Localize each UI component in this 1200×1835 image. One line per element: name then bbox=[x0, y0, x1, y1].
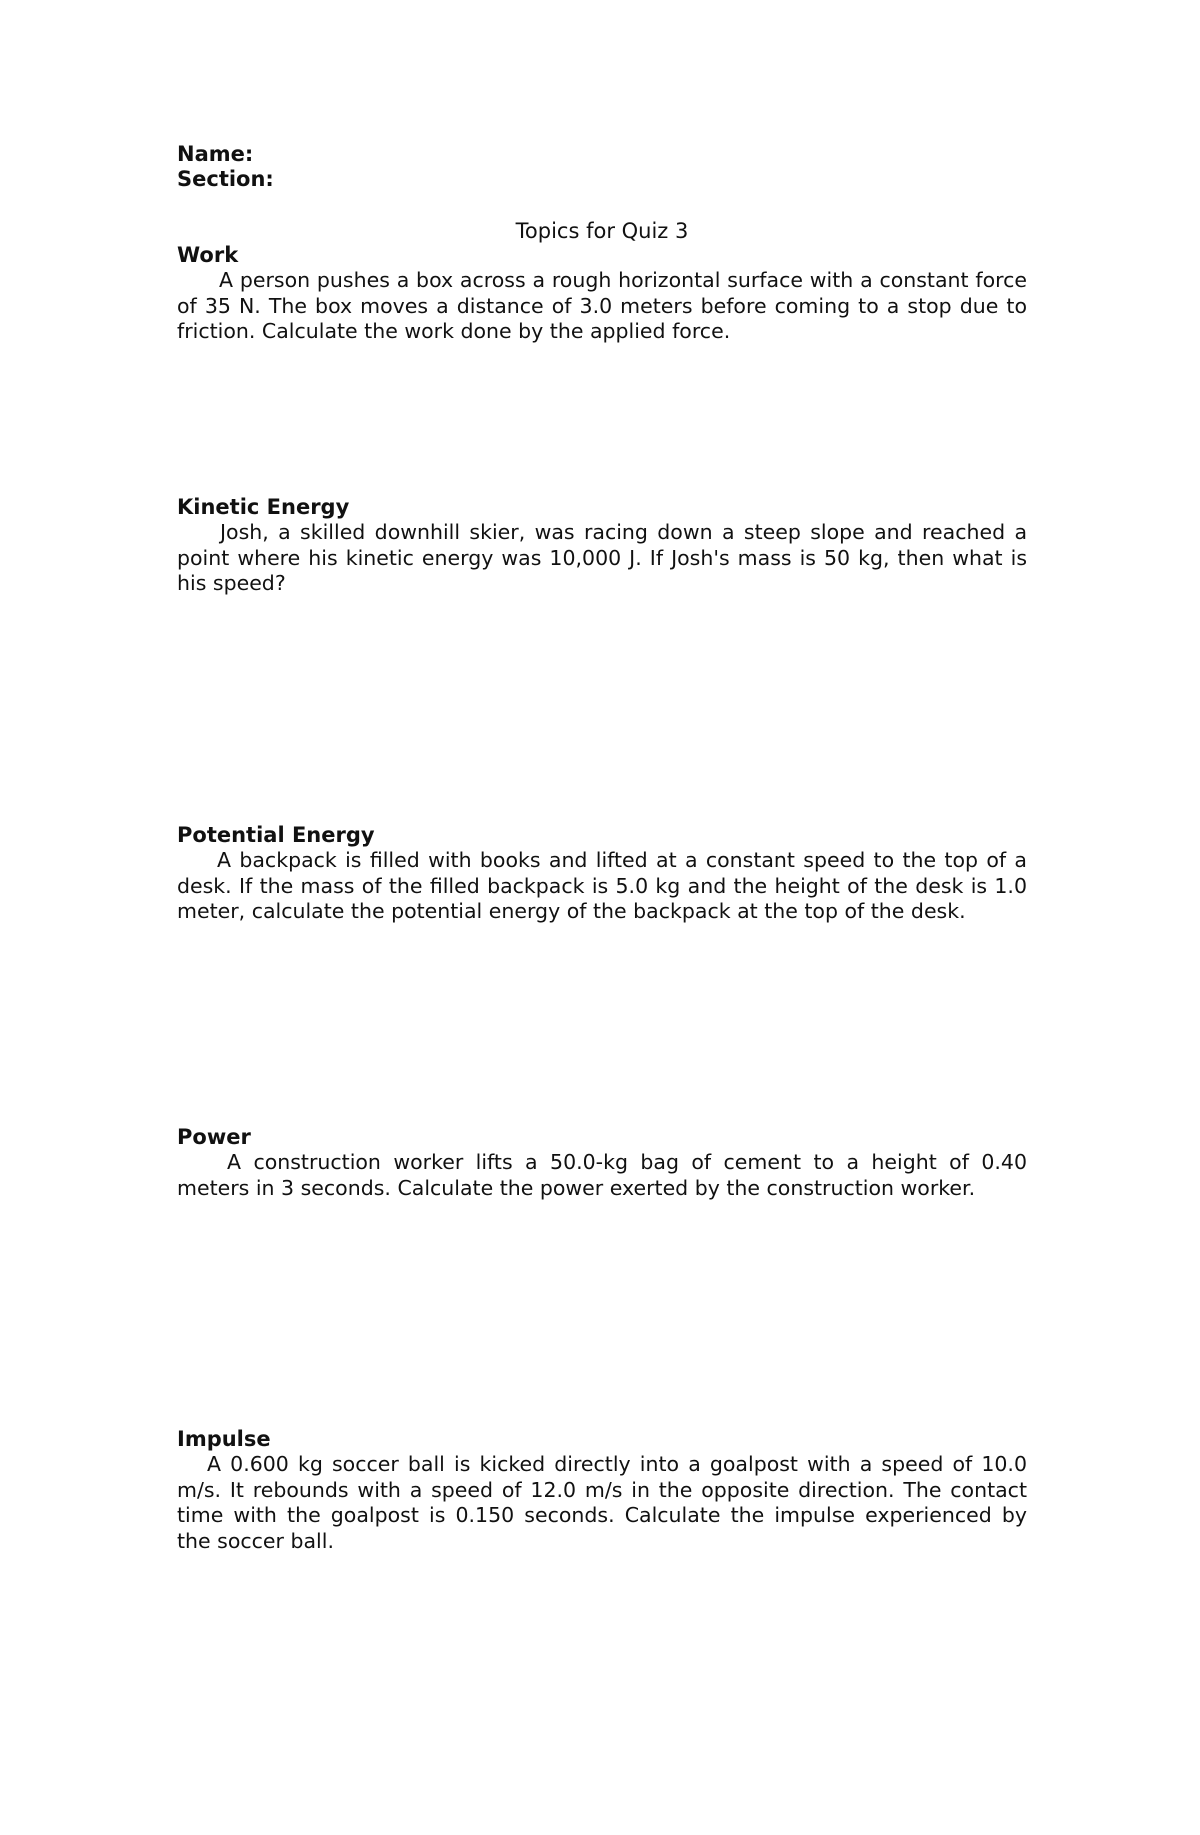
topic-question: A backpack is filled with books and lifted at a constant speed to the top of a desk. If the mass of the filled backpack is 5.0 kg and the height of the desk is 1.0 meter, calculate the potential energy of the backpack at the top of the desk. bbox=[177, 848, 1027, 923]
name-label: Name: bbox=[177, 142, 254, 166]
section-label: Section: bbox=[177, 167, 274, 191]
page-title: Topics for Quiz 3 bbox=[515, 219, 689, 243]
topic-heading: Work bbox=[177, 243, 239, 267]
topic-heading: Power bbox=[177, 1125, 251, 1149]
topic-question: A 0.600 kg soccer ball is kicked directly into a goalpost with a speed of 10.0 m/s. It rebounds with a speed of 12.0 m/s in the opposite direction. The contact time with the goalpost is 0.150 seconds. Calculate the impulse experienced by the soccer ball. bbox=[177, 1452, 1027, 1553]
topic-kinetic-energy bbox=[177, 494, 1027, 597]
topic-impulse bbox=[177, 1426, 1027, 1554]
topic-potential-energy bbox=[177, 822, 1027, 925]
topic-heading: Potential Energy bbox=[177, 823, 375, 847]
topic-question: A person pushes a box across a rough horizontal surface with a constant force of 35 N. The box moves a distance of 3.0 meters before coming to a stop due to friction. Calculate the work done by the applied force. bbox=[177, 268, 1027, 343]
topic-question: Josh, a skilled downhill skier, was racing down a steep slope and reached a point where his kinetic energy was 10,000 J. If Josh's mass is 50 kg, then what is his speed? bbox=[177, 520, 1027, 595]
topic-heading: Impulse bbox=[177, 1427, 271, 1451]
topic-work bbox=[177, 242, 1027, 345]
topic-question: A construction worker lifts a 50.0-kg bag of cement to a height of 0.40 meters in 3 seconds. Calculate the power exerted by the construction worker. bbox=[177, 1150, 1027, 1200]
topic-heading: Kinetic Energy bbox=[177, 495, 350, 519]
topic-power bbox=[177, 1124, 1027, 1201]
